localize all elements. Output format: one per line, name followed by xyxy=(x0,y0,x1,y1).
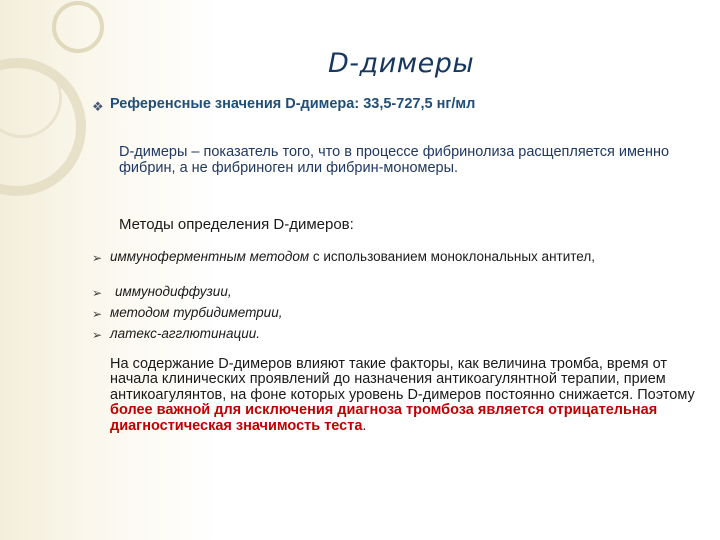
method-item xyxy=(110,249,680,264)
factors-text: На содержание D-димеров влияют такие факторы, как величина тромба, время от начала клинических проявлений до назначения антикоагулянтной терапии, прием антикоагулянтов, на фоне которых уровень D-димеров постоянно снижается. Поэтому xyxy=(110,356,695,403)
reference-values: Референсные значения D-димера: 33,5-727,5 нг/мл xyxy=(110,96,476,112)
method-item xyxy=(110,305,282,320)
arrow-bullet-icon: ➢ xyxy=(92,286,103,300)
method-item xyxy=(115,284,232,299)
decorative-ring-small xyxy=(52,1,104,53)
method-italic: латекс-агглютинации. xyxy=(110,326,260,341)
factors-highlight: более важной для исключения диагноза тромбоза является отрицательная диагностическая значимость теста xyxy=(110,402,658,434)
factors-end: . xyxy=(362,417,367,434)
arrow-bullet-icon: ➢ xyxy=(92,251,103,265)
slide-title: D-димеры xyxy=(328,48,475,79)
method-item xyxy=(110,326,260,341)
arrow-bullet-icon: ➢ xyxy=(92,328,103,342)
diamond-bullet-icon: ❖ xyxy=(92,99,104,114)
method-italic: методом турбидиметрии, xyxy=(110,305,283,320)
method-italic: иммуноферментным методом xyxy=(110,249,310,264)
factors-paragraph xyxy=(110,357,700,434)
methods-heading: Методы определения D-димеров: xyxy=(119,216,354,233)
method-rest: с использованием моноклональных антител, xyxy=(309,249,595,264)
arrow-bullet-icon: ➢ xyxy=(92,307,103,321)
method-italic: иммунодиффузии, xyxy=(115,284,232,299)
definition-paragraph: D-димеры – показатель того, что в процессе фибринолиза расщепляется именно фибрин, а не фибриноген или фибрин-мономеры. xyxy=(119,144,670,176)
